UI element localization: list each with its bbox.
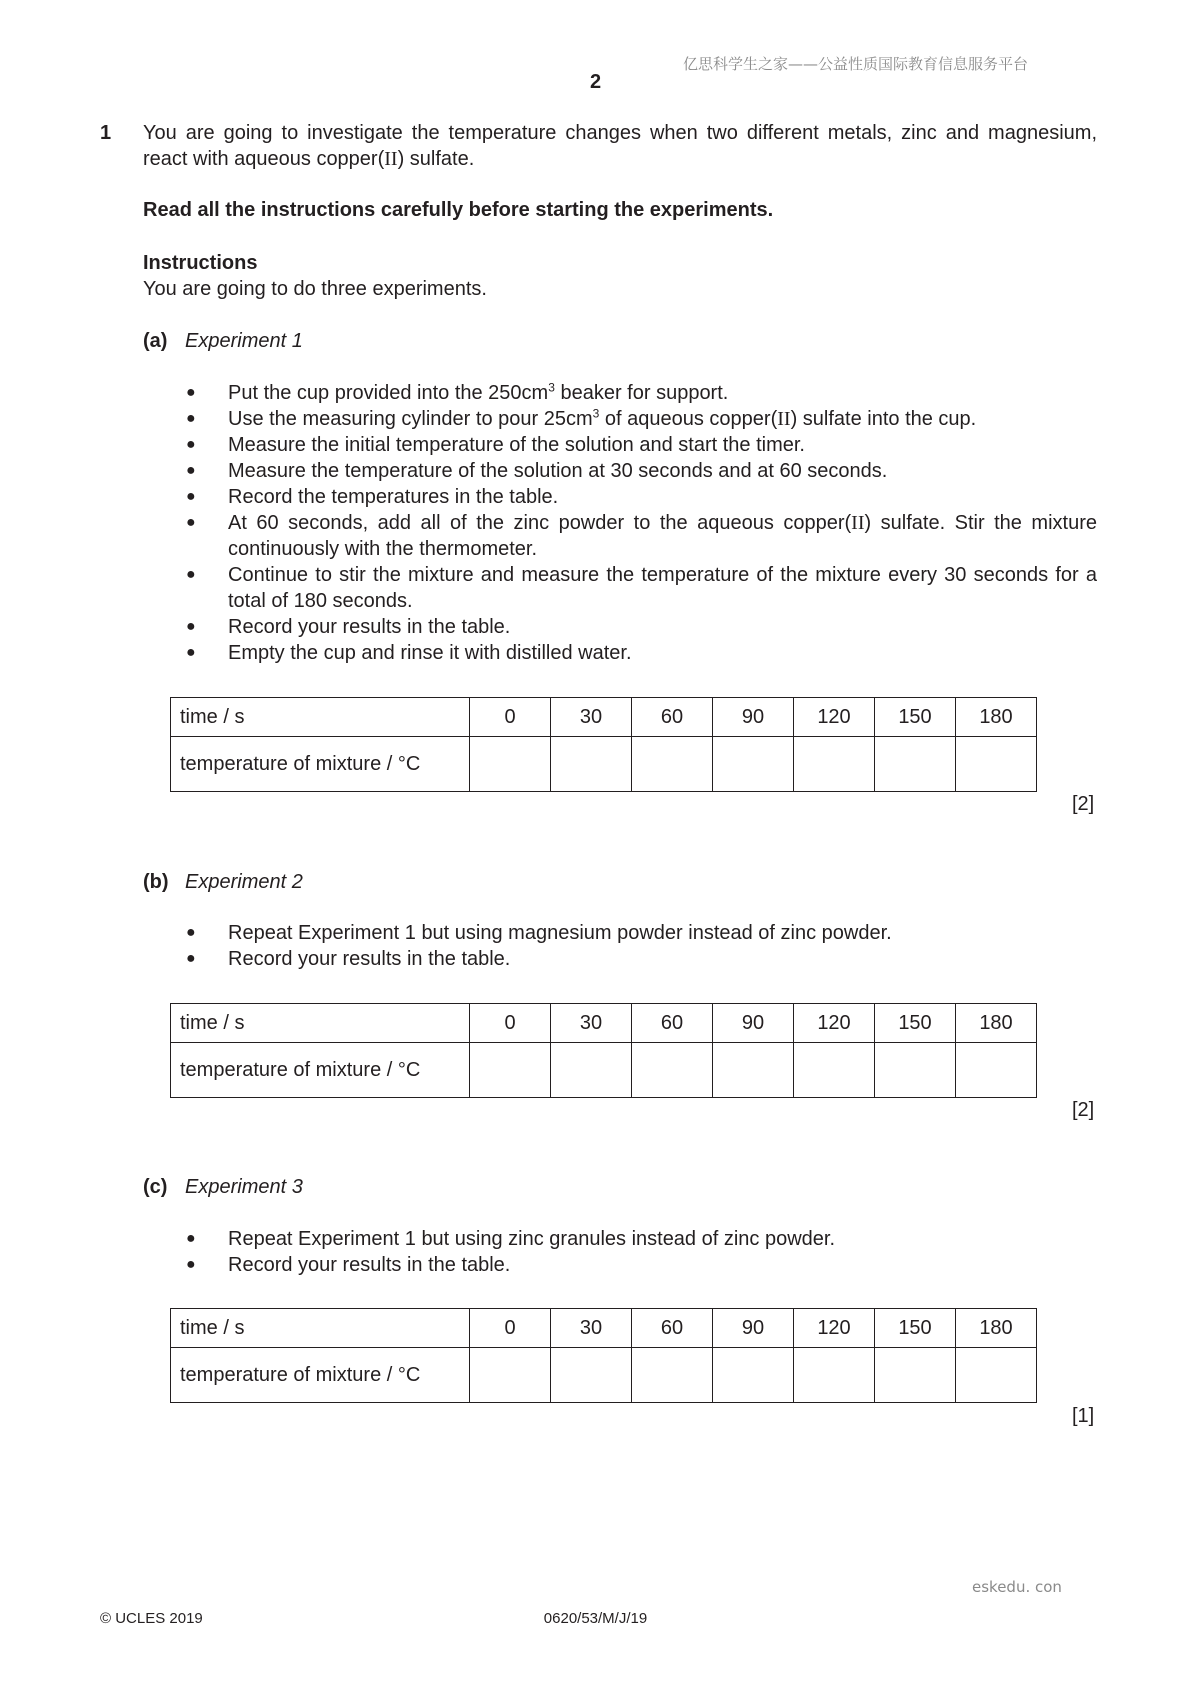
bullet-icon: ●	[186, 950, 196, 967]
temperature-answer-cell[interactable]	[713, 737, 794, 792]
temperature-answer-cell[interactable]	[470, 737, 551, 792]
page-number: 2	[589, 71, 602, 93]
part-a-title: Experiment 1	[185, 330, 303, 352]
time-cell: 30	[551, 1309, 632, 1348]
temperature-row-header: temperature of mixture / °C	[171, 1348, 470, 1403]
results-table-experiment-1	[170, 697, 1037, 792]
temperature-answer-cell[interactable]	[713, 1348, 794, 1403]
question-intro: You are going to investigate the temperature changes when two different metals, zinc and magnesium, react with aqueous copper(II) sulfate.	[143, 122, 1097, 170]
bullet-icon: ●	[186, 644, 196, 661]
time-cell: 180	[956, 1004, 1037, 1043]
results-table-experiment-2	[170, 1003, 1037, 1098]
time-cell: 0	[470, 698, 551, 737]
table-row	[171, 1309, 1037, 1348]
watermark-text: 亿思科学生之家——公益性质国际教育信息服务平台	[683, 55, 1029, 73]
time-cell: 150	[875, 1309, 956, 1348]
bullet-icon: ●	[186, 1256, 196, 1273]
list-item: ● At 60 seconds, add all of the zinc powder to the aqueous copper(II) sulfate. Stir the mixture continuously with the thermometer.	[186, 512, 1097, 560]
time-row-header: time / s	[171, 1309, 470, 1348]
part-c-title: Experiment 3	[185, 1176, 303, 1198]
temperature-answer-cell[interactable]	[956, 1348, 1037, 1403]
temperature-answer-cell[interactable]	[632, 737, 713, 792]
temperature-answer-cell[interactable]	[632, 1043, 713, 1098]
time-cell: 120	[794, 1004, 875, 1043]
list-item: ● Record your results in the table.	[186, 1254, 511, 1276]
list-item: ● Repeat Experiment 1 but using magnesium powder instead of zinc powder.	[186, 922, 892, 944]
temperature-answer-cell[interactable]	[875, 737, 956, 792]
part-b-label: (b)	[143, 871, 169, 893]
read-instructions-warning: Read all the instructions carefully before starting the experiments.	[143, 199, 774, 221]
time-row-header: time / s	[171, 698, 470, 737]
bullet-icon: ●	[186, 410, 196, 427]
time-cell: 30	[551, 1004, 632, 1043]
temperature-answer-cell[interactable]	[794, 1348, 875, 1403]
temperature-answer-cell[interactable]	[632, 1348, 713, 1403]
time-cell: 90	[713, 1004, 794, 1043]
instructions-heading: Instructions	[143, 252, 258, 274]
bullet-icon: ●	[186, 462, 196, 479]
table-row	[171, 1004, 1037, 1043]
temperature-answer-cell[interactable]	[713, 1043, 794, 1098]
part-c-label: (c)	[143, 1176, 168, 1198]
part-c-steps	[143, 1226, 1097, 1278]
time-cell: 90	[713, 698, 794, 737]
temperature-answer-cell[interactable]	[794, 1043, 875, 1098]
list-item: ● Empty the cup and rinse it with distilled water.	[186, 642, 632, 664]
part-b-marks: [2]	[1072, 1099, 1095, 1121]
list-item: ● Put the cup provided into the $250cm^3$ beaker for support.	[186, 380, 729, 404]
bullet-icon: ●	[186, 618, 196, 635]
list-item: ● Record the temperatures in the table.	[186, 486, 559, 508]
list-item: ● Record your results in the table.	[186, 948, 511, 970]
part-b-title: Experiment 2	[185, 871, 303, 893]
time-cell: 60	[632, 1004, 713, 1043]
time-cell: 180	[956, 698, 1037, 737]
temperature-answer-cell[interactable]	[875, 1348, 956, 1403]
table-row	[171, 1043, 1037, 1098]
list-item: ● Repeat Experiment 1 but using zinc granules instead of zinc powder.	[186, 1228, 836, 1250]
time-cell: 0	[470, 1309, 551, 1348]
instructions-text: You are going to do three experiments.	[143, 278, 487, 300]
list-item: ● Continue to stir the mixture and measure the temperature of the mixture every 30 seconds for a total of 180 seconds.	[186, 564, 1097, 612]
time-row-header: time / s	[171, 1004, 470, 1043]
list-item: ● Measure the initial temperature of the solution and start the timer.	[186, 434, 805, 456]
table-row	[171, 1348, 1037, 1403]
list-item: ● Measure the temperature of the solution at 30 seconds and at 60 seconds.	[186, 460, 888, 482]
bullet-icon: ●	[186, 436, 196, 453]
temperature-answer-cell[interactable]	[551, 1348, 632, 1403]
temperature-answer-cell[interactable]	[794, 737, 875, 792]
time-cell: 150	[875, 698, 956, 737]
bullet-icon: ●	[186, 514, 196, 531]
time-cell: 150	[875, 1004, 956, 1043]
time-cell: 30	[551, 698, 632, 737]
part-a-label: (a)	[143, 330, 168, 352]
list-item: ● Record your results in the table.	[186, 616, 511, 638]
table-row	[171, 698, 1037, 737]
time-cell: 0	[470, 1004, 551, 1043]
time-cell: 90	[713, 1309, 794, 1348]
bullet-icon: ●	[186, 488, 196, 505]
time-cell: 120	[794, 1309, 875, 1348]
footer-paper-code: 0620/53/M/J/19	[543, 1610, 648, 1627]
footer-site-watermark: eskedu. con	[972, 1578, 1062, 1596]
bullet-icon: ●	[186, 1230, 196, 1247]
part-a-steps	[143, 380, 1097, 666]
table-row	[171, 737, 1037, 792]
bullet-icon: ●	[186, 566, 196, 583]
temperature-answer-cell[interactable]	[551, 737, 632, 792]
time-cell: 60	[632, 698, 713, 737]
bullet-icon: ●	[186, 384, 196, 401]
temperature-answer-cell[interactable]	[470, 1348, 551, 1403]
temperature-row-header: temperature of mixture / °C	[171, 1043, 470, 1098]
part-c-marks: [1]	[1072, 1405, 1095, 1427]
temperature-answer-cell[interactable]	[956, 737, 1037, 792]
temperature-row-header: temperature of mixture / °C	[171, 737, 470, 792]
bullet-icon: ●	[186, 924, 196, 941]
footer-copyright: © UCLES 2019	[100, 1610, 203, 1627]
temperature-answer-cell[interactable]	[956, 1043, 1037, 1098]
results-table-experiment-3	[170, 1308, 1037, 1403]
part-b-steps	[143, 920, 1097, 972]
temperature-answer-cell[interactable]	[470, 1043, 551, 1098]
time-cell: 120	[794, 698, 875, 737]
time-cell: 60	[632, 1309, 713, 1348]
time-cell: 180	[956, 1309, 1037, 1348]
temperature-answer-cell[interactable]	[551, 1043, 632, 1098]
question-number: 1	[100, 122, 112, 144]
part-a-marks: [2]	[1072, 793, 1095, 815]
temperature-answer-cell[interactable]	[875, 1043, 956, 1098]
list-item: ● Use the measuring cylinder to pour $25cm^3$ of aqueous copper(II) sulfate into the cup.	[186, 406, 977, 430]
